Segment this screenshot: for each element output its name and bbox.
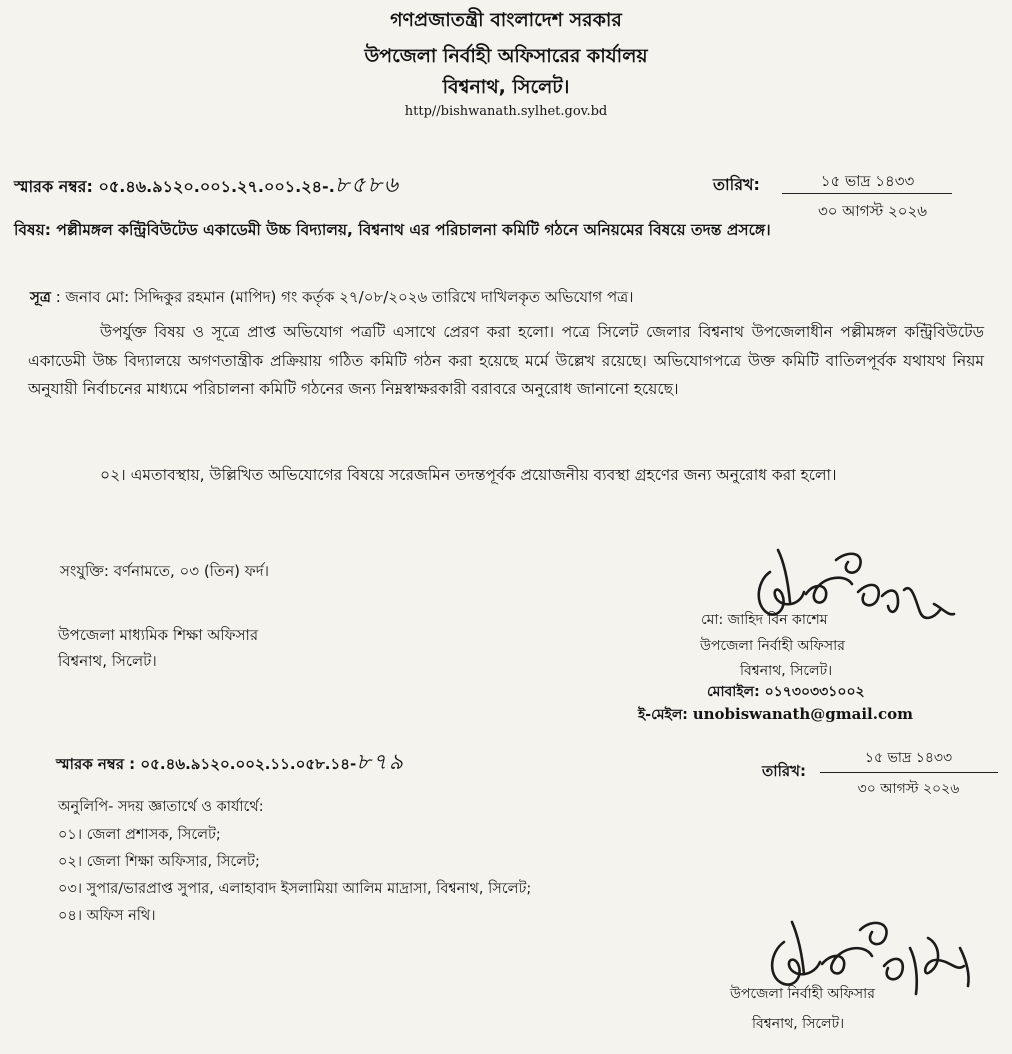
attachment-line: সংযুক্তি: বর্ণনামতে, ০৩ (তিন) ফর্দ।	[60, 562, 270, 580]
copies-title: অনুলিপি- সদয় জ্ঞাতার্থে ও কার্যার্থে:	[58, 799, 264, 815]
reference-text: : জনাব মো: সিদ্দিকুর রহমান (মাপিদ) গং কর্তৃক ২৭/০৮/২০২৬ তারিখে দাখিলকৃত অভিযোগ পত্র।	[55, 288, 634, 306]
memo-label: স্মারক নম্বর:	[14, 177, 93, 196]
signatory-mobile	[707, 680, 865, 704]
memo-number-value: ০৫.৪৬.৯১২০.০০১.২৭.০০১.২৪-.	[98, 177, 335, 196]
signatory-2-location: বিশ্বনাথ, সিলেট।	[752, 1016, 845, 1032]
signatory-2-designation: উপজেলা নির্বাহী অফিসার	[730, 986, 875, 1002]
date-divider	[782, 193, 952, 194]
body-paragraph-1: উপর্যুক্ত বিষয় ও সূত্রে প্রাপ্ত অভিযোগ পত্রটি এসাথে প্রেরণ করা হলো। পত্রে সিলেট জেলার বিশ্বনাথ উপজেলাধীন পল্লীমঙ্গল কন্ট্রিবিউটেড একাডেমী উচ্চ বিদ্যালয়ে অগণতান্ত্রীক প্রক্রিয়ায় গঠিত কমিটি গঠন করা হয়েছে মর্মে উল্লেখ রয়েছে। অভিযোগপত্রে উক্ত কমিটি বাতিলপূর্বক যথাযথ নিয়ম অনুযায়ী নির্বাচনের মাধ্যমে পরিচালনা কমিটি গঠনের জন্য নিম্নস্বাক্ষরকারী বরাবরে অনুরোধ জানানো হয়েছে।	[28, 323, 984, 398]
signatory-email	[638, 703, 913, 727]
recipient-designation: উপজেলা মাধ্যমিক শিক্ষা অফিসার	[58, 626, 259, 644]
mobile-label: মোবাইল:	[707, 684, 760, 700]
memo-2-label: স্মারক নম্বর :	[56, 755, 136, 773]
memo-2-number-value: ০৫.৪৬.৯১২০.০০২.১১.০৫৮.১৪-	[140, 755, 357, 773]
signatory-location: বিশ্বনাথ, সিলেট।	[740, 663, 833, 679]
date-label: তারিখ:	[713, 175, 760, 194]
date-2-divider	[820, 772, 998, 773]
memo-number	[14, 168, 400, 205]
mobile-value: ০১৭৩০৩৩১০০২	[764, 684, 865, 700]
copies-item: ০৩। সুপার/ভারপ্রাপ্ত সুপার, এলাহাবাদ ইসলামিয়া আলিম মাদ্রাসা, বিশ্বনাথ, সিলেট;	[58, 881, 532, 897]
header-website: http//bishwanath.sylhet.gov.bd	[404, 104, 608, 119]
body-paragraph-2: ০২। এমতাবস্থায়, উল্লিখিত অভিযোগের বিষয়ে সরেজমিন তদন্তপূর্বক প্রয়োজনীয় ব্যবস্থা গ্রহণের জন্য অনুরোধ করা হলো।	[100, 466, 837, 484]
signatory-designation: উপজেলা নির্বাহী অফিসার	[700, 638, 845, 654]
recipient-location: বিশ্বনাথ, সিলেট।	[58, 652, 157, 670]
email-value: unobiswanath@gmail.com	[692, 705, 913, 723]
reference-label: সূত্র	[30, 288, 51, 306]
signatory-name: মো: জাহিদ বিন কাশেম	[701, 612, 828, 628]
header-office: উপজেলা নির্বাহী অফিসারের কার্যালয়	[364, 45, 648, 67]
email-label: ই-মেইল:	[638, 707, 688, 723]
date-2-bangla: ১৫ ভাদ্র ১৪৩৩	[864, 750, 953, 766]
copies-item: ০২। জেলা শিক্ষা অফিসার, সিলেট;	[58, 854, 260, 870]
memo-handwritten-suffix: ৮৫৮৬	[334, 173, 400, 198]
date-bangla: ১৫ ভাদ্র ১৪৩৩	[820, 172, 915, 190]
header-government: গণপ্রজাতন্ত্রী বাংলাদেশ সরকার	[390, 9, 622, 31]
date-2-label: তারিখ:	[762, 762, 806, 780]
subject-line: বিষয়: পল্লীমঙ্গল কন্ট্রিবিউটেড একাডেমী উচ্চ বিদ্যালয়, বিশ্বনাথ এর পরিচালনা কমিটি গঠনে অনিয়মের বিষয়ে তদন্ত প্রসঙ্গে।	[14, 221, 771, 239]
memo-2-handwritten-suffix: ৮৭৯	[356, 750, 406, 775]
date-english: ৩০ আগস্ট ২০২৬	[818, 202, 927, 220]
reference-line	[30, 286, 634, 311]
memo-number-2	[56, 745, 405, 782]
copies-item: ০১। জেলা প্রশাসক, সিলেট;	[58, 827, 221, 843]
copies-item: ০৪। অফিস নথি।	[58, 908, 156, 924]
date-2-english: ৩০ আগস্ট ২০২৬	[857, 781, 960, 797]
header-location: বিশ্বনাথ, সিলেট।	[442, 76, 570, 98]
